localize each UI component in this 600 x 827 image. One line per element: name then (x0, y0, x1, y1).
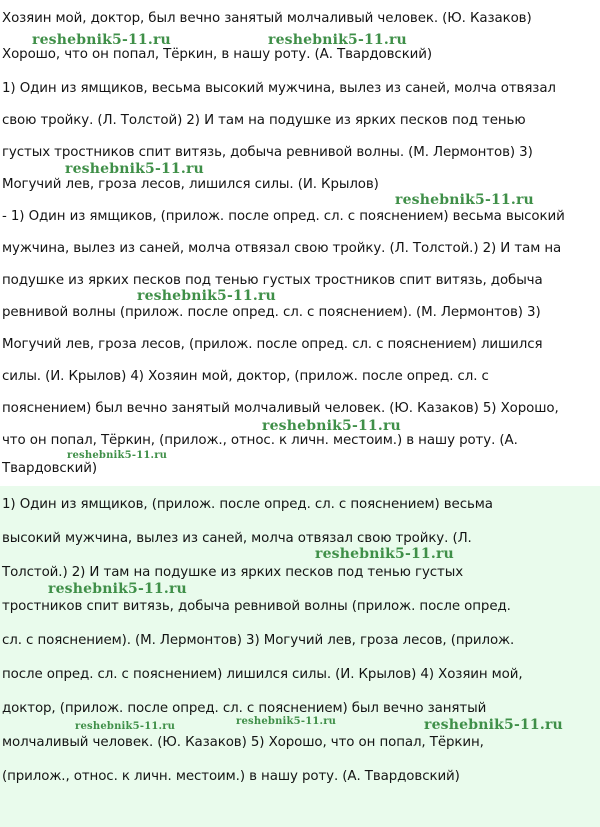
text-line: 1) Один из ямщиков, весьма высокий мужчина, вылез из саней, молча отвязал (2, 81, 556, 96)
text-line: подушке из ярких песков под тенью густых тростников спит витязь, добыча (2, 273, 543, 288)
watermark: reshebnik5-11.ru (75, 721, 176, 732)
watermark: reshebnik5-11.ru (424, 717, 563, 733)
answer-text-line: 1) Один из ямщиков, (прилож. после опред. сл. с пояснением) весьма (2, 497, 493, 512)
watermark: reshebnik5-11.ru (48, 581, 187, 597)
text-line: - 1) Один из ямщиков, (прилож. после опред. сл. с пояснением) весьма высокий (2, 209, 565, 224)
text-line: Твардовский) (2, 461, 97, 476)
text-line: пояснением) был вечно занятый молчаливый человек. (Ю. Казаков) 5) Хорошо, (2, 401, 559, 416)
text-line: мужчина, вылез из саней, молча отвязал свою тройку. (Л. Толстой.) 2) И там на (2, 241, 562, 256)
text-line: Хорошо, что он попал, Тёркин, в нашу роту. (А. Твардовский) (2, 47, 433, 62)
answer-text-line: (прилож., относ. к личн. местоим.) в нашу роту. (А. Твардовский) (2, 769, 460, 784)
answer-text-line: после опред. сл. с пояснением) лишился силы. (И. Крылов) 4) Хозяин мой, (2, 667, 523, 682)
watermark: reshebnik5-11.ru (262, 418, 401, 434)
text-line: ревнивой волны (прилож. после опред. сл. с пояснением). (М. Лермонтов) 3) (2, 305, 541, 320)
watermark: reshebnik5-11.ru (65, 161, 204, 177)
text-line: густых тростников спит витязь, добыча ревнивой волны. (М. Лермонтов) 3) (2, 145, 533, 160)
text-line: Могучий лев, гроза лесов, лишился силы. (И. Крылов) (2, 177, 379, 192)
text-line: Могучий лев, гроза лесов, (прилож. после опред. сл. с пояснением) лишился (2, 337, 543, 352)
answer-text-line: молчаливый человек. (Ю. Казаков) 5) Хорошо, что он попал, Тёркин, (2, 735, 484, 750)
answer-text-line: доктор, (прилож. после опред. сл. с пояснением) был вечно занятый (2, 701, 487, 716)
text-line: силы. (И. Крылов) 4) Хозяин мой, доктор, (прилож. после опред. сл. с (2, 369, 489, 384)
text-line: что он попал, Тёркин, (прилож., относ. к личн. местоим.) в нашу роту. (А. (2, 433, 518, 448)
watermark: reshebnik5-11.ru (137, 288, 276, 304)
answer-text-line: сл. с пояснением). (М. Лермонтов) 3) Могучий лев, гроза лесов, (прилож. (2, 633, 515, 648)
answer-text-line: тростников спит витязь, добыча ревнивой волны (прилож. после опред. (2, 599, 511, 614)
watermark: reshebnik5-11.ru (315, 546, 454, 562)
text-line: Хозяин мой, доктор, был вечно занятый молчаливый человек. (Ю. Казаков) (2, 11, 532, 26)
watermark: reshebnik5-11.ru (236, 716, 337, 727)
watermark: reshebnik5-11.ru (268, 32, 407, 48)
answer-text-line: высокий мужчина, вылез из саней, молча отвязал свою тройку. (Л. (2, 531, 472, 546)
watermark: reshebnik5-11.ru (67, 450, 168, 461)
watermark: reshebnik5-11.ru (32, 32, 171, 48)
watermark: reshebnik5-11.ru (395, 192, 534, 208)
text-line: свою тройку. (Л. Толстой) 2) И там на подушке из ярких песков под тенью (2, 113, 526, 128)
answer-text-line: Толстой.) 2) И там на подушке из ярких песков под тенью густых (2, 565, 464, 580)
